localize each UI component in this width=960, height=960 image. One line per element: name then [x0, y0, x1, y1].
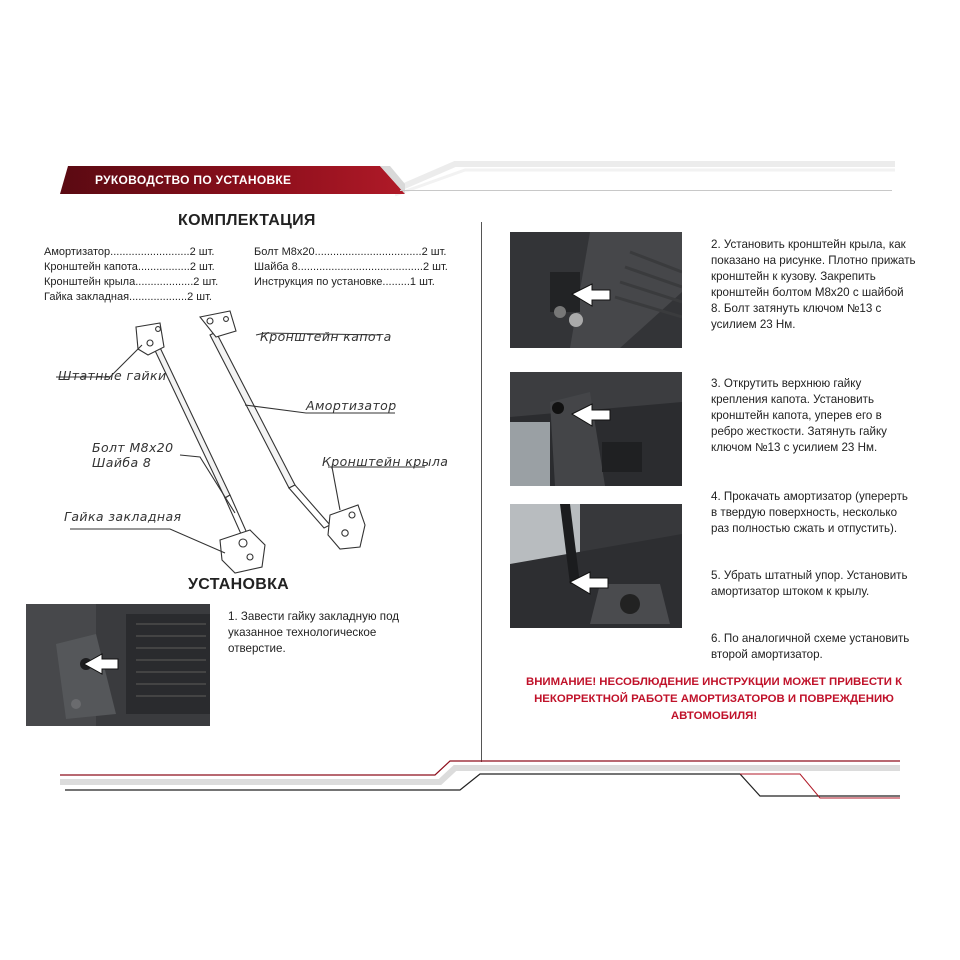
label-bolt: Болт М8х20	[92, 440, 174, 455]
kit-item: Болт М8х20...................................2 шт.	[254, 246, 447, 258]
label-hood-bracket: Кронштейн капота	[260, 329, 392, 344]
photo-step-1	[26, 604, 210, 726]
step-2-text: 2. Установить кронштейн крыла, как показано на рисунке. Плотно прижать кронштейн к кузову. Закрепить кронштейн болтом М8х20 с шайбой 8. Болт затянуть ключом №13 с усилием 23 Нм.	[711, 238, 916, 331]
header-decoration	[395, 150, 895, 200]
kit-title: КОМПЛЕКТАЦИЯ	[178, 212, 316, 229]
page-header-title: РУКОВОДСТВО ПО УСТАНОВКЕ	[95, 173, 292, 187]
column-divider	[481, 222, 482, 762]
kit-item: Кронштейн капота.................2 шт.	[44, 261, 215, 273]
photo-step-3	[510, 372, 682, 486]
photo-step-2	[510, 232, 682, 348]
header-line	[400, 190, 892, 191]
label-embedded-nut: Гайка закладная	[64, 509, 182, 524]
kit-item: Инструкция по установке.........1 шт.	[254, 276, 435, 288]
kit-item: Гайка закладная...................2 шт.	[44, 291, 212, 303]
install-title: УСТАНОВКА	[188, 576, 290, 593]
step-4-text: 4. Прокачать амортизатор (уперерть в твердую поверхность, несколько раз полностью сжать и отпустить).	[711, 490, 908, 535]
photo-step-4	[510, 504, 682, 628]
kit-item: Шайба 8.........................................2 шт.	[254, 261, 448, 273]
warning-text: ВНИМАНИЕ! НЕСОБЛЮДЕНИЕ ИНСТРУКЦИИ МОЖЕТ ПРИВЕСТИ К НЕКОРРЕКТНОЙ РАБОТЕ АМОРТИЗАТОРОВ И ПОВРЕЖДЕНИЮ АВТОМОБИЛЯ!	[525, 676, 903, 722]
step-5-text: 5. Убрать штатный упор. Установить амортизатор штоком к крылу.	[711, 569, 908, 598]
label-washer: Шайба 8	[92, 455, 152, 470]
label-stock-nuts: Штатные гайки	[58, 368, 167, 383]
footer-decoration	[60, 750, 900, 810]
label-strut: Амортизатор	[306, 398, 397, 413]
step-1-text: 1. Завести гайку закладную под указанное технологическое отверстие.	[228, 610, 400, 655]
kit-item: Кронштейн крыла...................2 шт.	[44, 276, 219, 288]
step-6-text: 6. По аналогичной схеме установить второй амортизатор.	[711, 632, 910, 661]
kit-item: Амортизатор..........................2 шт.	[44, 246, 215, 258]
step-3-text: 3. Открутить верхнюю гайку крепления капота. Установить кронштейн капота, уперев его в ребро жесткости. Затянуть гайку ключом №13 с усилием 23 Нм.	[711, 377, 887, 454]
label-fender-bracket: Кронштейн крыла	[322, 454, 449, 469]
